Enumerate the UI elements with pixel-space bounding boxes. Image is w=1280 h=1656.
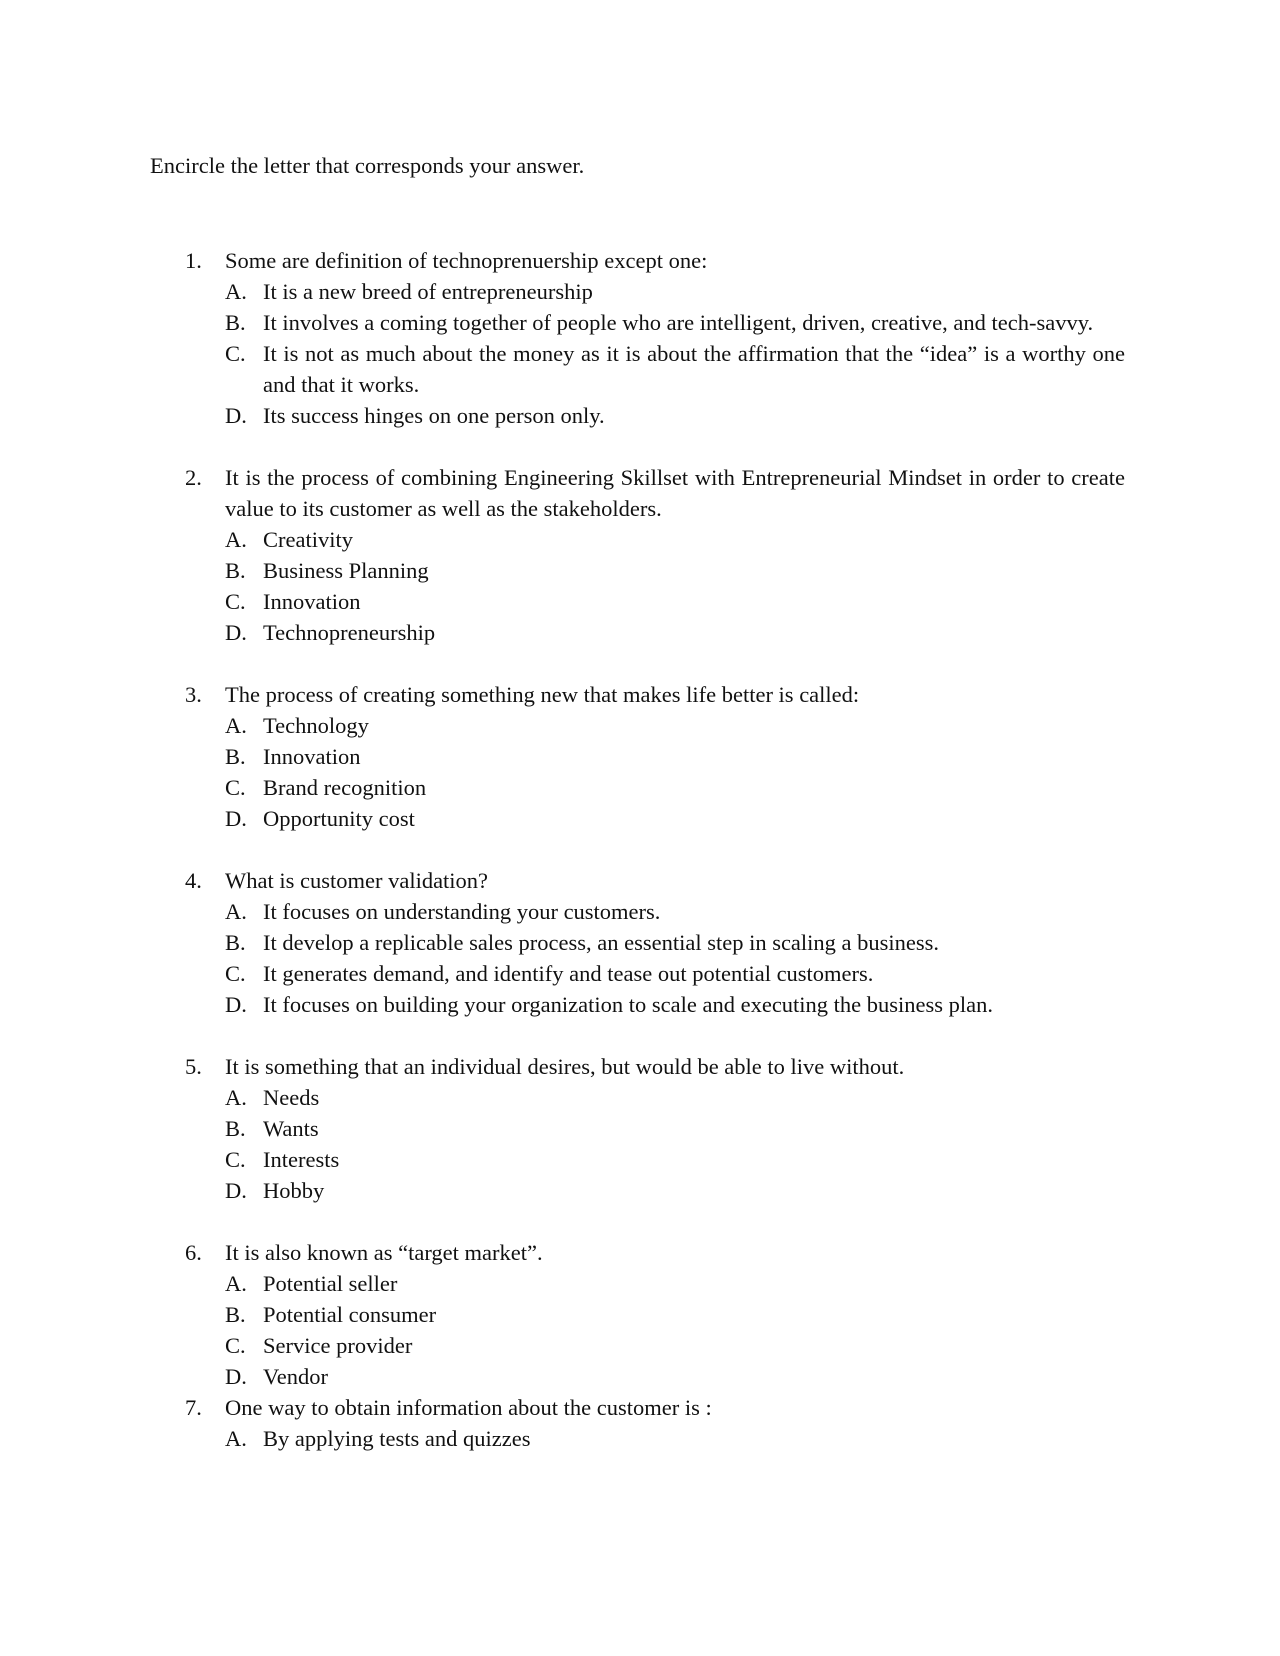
option-letter[interactable]: D.: [225, 1178, 247, 1203]
option-a[interactable]: [225, 524, 1125, 555]
question-4: [185, 865, 1125, 1020]
option-b[interactable]: [225, 741, 1125, 772]
option-a[interactable]: [225, 1268, 1125, 1299]
option-text: Wants: [263, 1116, 319, 1141]
option-letter[interactable]: A.: [225, 1085, 247, 1110]
question-text: It is the process of combining Engineering Skillset with Entrepreneurial Mindset in order to create value to its customer as well as the stakeholders.: [225, 465, 1125, 521]
option-text: It focuses on understanding your customers.: [263, 899, 661, 924]
option-d[interactable]: [225, 1175, 1125, 1206]
option-letter[interactable]: D.: [225, 992, 247, 1017]
option-letter[interactable]: D.: [225, 403, 247, 428]
option-text: It develop a replicable sales process, an essential step in scaling a business.: [263, 930, 940, 955]
option-text: Brand recognition: [263, 775, 427, 800]
option-c[interactable]: [225, 586, 1125, 617]
option-text: Vendor: [263, 1364, 328, 1389]
option-text: Service provider: [263, 1333, 413, 1358]
option-letter[interactable]: C.: [225, 341, 246, 366]
option-text: Potential seller: [263, 1271, 398, 1296]
question-5: [185, 1051, 1125, 1206]
option-text: It involves a coming together of people who are intelligent, driven, creative, and tech-savvy.: [263, 310, 1094, 335]
option-letter[interactable]: A.: [225, 713, 247, 738]
option-letter[interactable]: B.: [225, 744, 246, 769]
option-text: Interests: [263, 1147, 340, 1172]
option-text: Technopreneurship: [263, 620, 436, 645]
question-number: 4.: [185, 868, 202, 893]
option-a[interactable]: [225, 710, 1125, 741]
option-letter[interactable]: B.: [225, 1116, 246, 1141]
option-list: [225, 896, 1125, 1020]
option-a[interactable]: [225, 1082, 1125, 1113]
question-3: [185, 679, 1125, 834]
option-list: [225, 1423, 1125, 1454]
option-letter[interactable]: D.: [225, 1364, 247, 1389]
option-letter[interactable]: B.: [225, 1302, 246, 1327]
question-number: 2.: [185, 465, 202, 490]
question-number: 1.: [185, 248, 202, 273]
question-1: [185, 245, 1125, 431]
option-c[interactable]: [225, 1144, 1125, 1175]
option-b[interactable]: [225, 927, 1125, 958]
option-text: Technology: [263, 713, 369, 738]
option-text: It is a new breed of entrepreneurship: [263, 279, 593, 304]
question-text: Some are definition of technoprenuership except one:: [225, 248, 708, 273]
option-text: Innovation: [263, 589, 361, 614]
option-list: [225, 1268, 1125, 1392]
option-d[interactable]: [225, 803, 1125, 834]
option-letter[interactable]: A.: [225, 1271, 247, 1296]
option-c[interactable]: [225, 958, 1125, 989]
question-list: [185, 245, 1125, 1454]
option-text: It generates demand, and identify and tease out potential customers.: [263, 961, 874, 986]
option-text: Needs: [263, 1085, 320, 1110]
option-text: Its success hinges on one person only.: [263, 403, 605, 428]
option-text: Innovation: [263, 744, 361, 769]
option-letter[interactable]: A.: [225, 279, 247, 304]
option-b[interactable]: [225, 307, 1125, 338]
option-letter[interactable]: C.: [225, 589, 246, 614]
option-letter[interactable]: C.: [225, 1333, 246, 1358]
question-number: 6.: [185, 1240, 202, 1265]
question-text: The process of creating something new that makes life better is called:: [225, 682, 860, 707]
option-c[interactable]: [225, 338, 1125, 400]
option-list: [225, 1082, 1125, 1206]
question-text: What is customer validation?: [225, 868, 489, 893]
option-text: Creativity: [263, 527, 353, 552]
option-a[interactable]: [225, 276, 1125, 307]
option-text: Hobby: [263, 1178, 325, 1203]
option-text: Potential consumer: [263, 1302, 437, 1327]
option-c[interactable]: [225, 1330, 1125, 1361]
option-a[interactable]: [225, 896, 1125, 927]
option-letter[interactable]: B.: [225, 310, 246, 335]
question-2: [185, 462, 1125, 648]
option-d[interactable]: [225, 617, 1125, 648]
option-letter[interactable]: C.: [225, 775, 246, 800]
option-text: It is not as much about the money as it is about the affirmation that the “idea” is a worthy one and that it works.: [263, 341, 1125, 397]
option-text: By applying tests and quizzes: [263, 1426, 531, 1451]
question-text: One way to obtain information about the customer is :: [225, 1395, 712, 1420]
question-number: 3.: [185, 682, 202, 707]
question-text: It is something that an individual desires, but would be able to live without.: [225, 1054, 905, 1079]
option-letter[interactable]: A.: [225, 899, 247, 924]
option-d[interactable]: [225, 400, 1125, 431]
question-number: 7.: [185, 1395, 202, 1420]
instructions-text: Encircle the letter that corresponds your answer.: [150, 153, 585, 178]
option-list: [225, 276, 1125, 431]
option-letter[interactable]: D.: [225, 806, 247, 831]
option-letter[interactable]: B.: [225, 558, 246, 583]
option-b[interactable]: [225, 1299, 1125, 1330]
option-letter[interactable]: A.: [225, 1426, 247, 1451]
question-6: [185, 1237, 1125, 1392]
option-text: Business Planning: [263, 558, 429, 583]
option-letter[interactable]: D.: [225, 620, 247, 645]
option-list: [225, 524, 1125, 648]
option-d[interactable]: [225, 989, 1125, 1020]
option-letter[interactable]: A.: [225, 527, 247, 552]
option-letter[interactable]: C.: [225, 1147, 246, 1172]
option-b[interactable]: [225, 1113, 1125, 1144]
option-list: [225, 710, 1125, 834]
option-c[interactable]: [225, 772, 1125, 803]
option-text: Opportunity cost: [263, 806, 415, 831]
question-text: It is also known as “target market”.: [225, 1240, 543, 1265]
option-b[interactable]: [225, 555, 1125, 586]
option-text: It focuses on building your organization to scale and executing the business plan.: [263, 992, 994, 1017]
option-a[interactable]: [225, 1423, 1125, 1454]
option-d[interactable]: [225, 1361, 1125, 1392]
question-7: [185, 1392, 1125, 1454]
option-letter[interactable]: B.: [225, 930, 246, 955]
question-number: 5.: [185, 1054, 202, 1079]
option-letter[interactable]: C.: [225, 961, 246, 986]
